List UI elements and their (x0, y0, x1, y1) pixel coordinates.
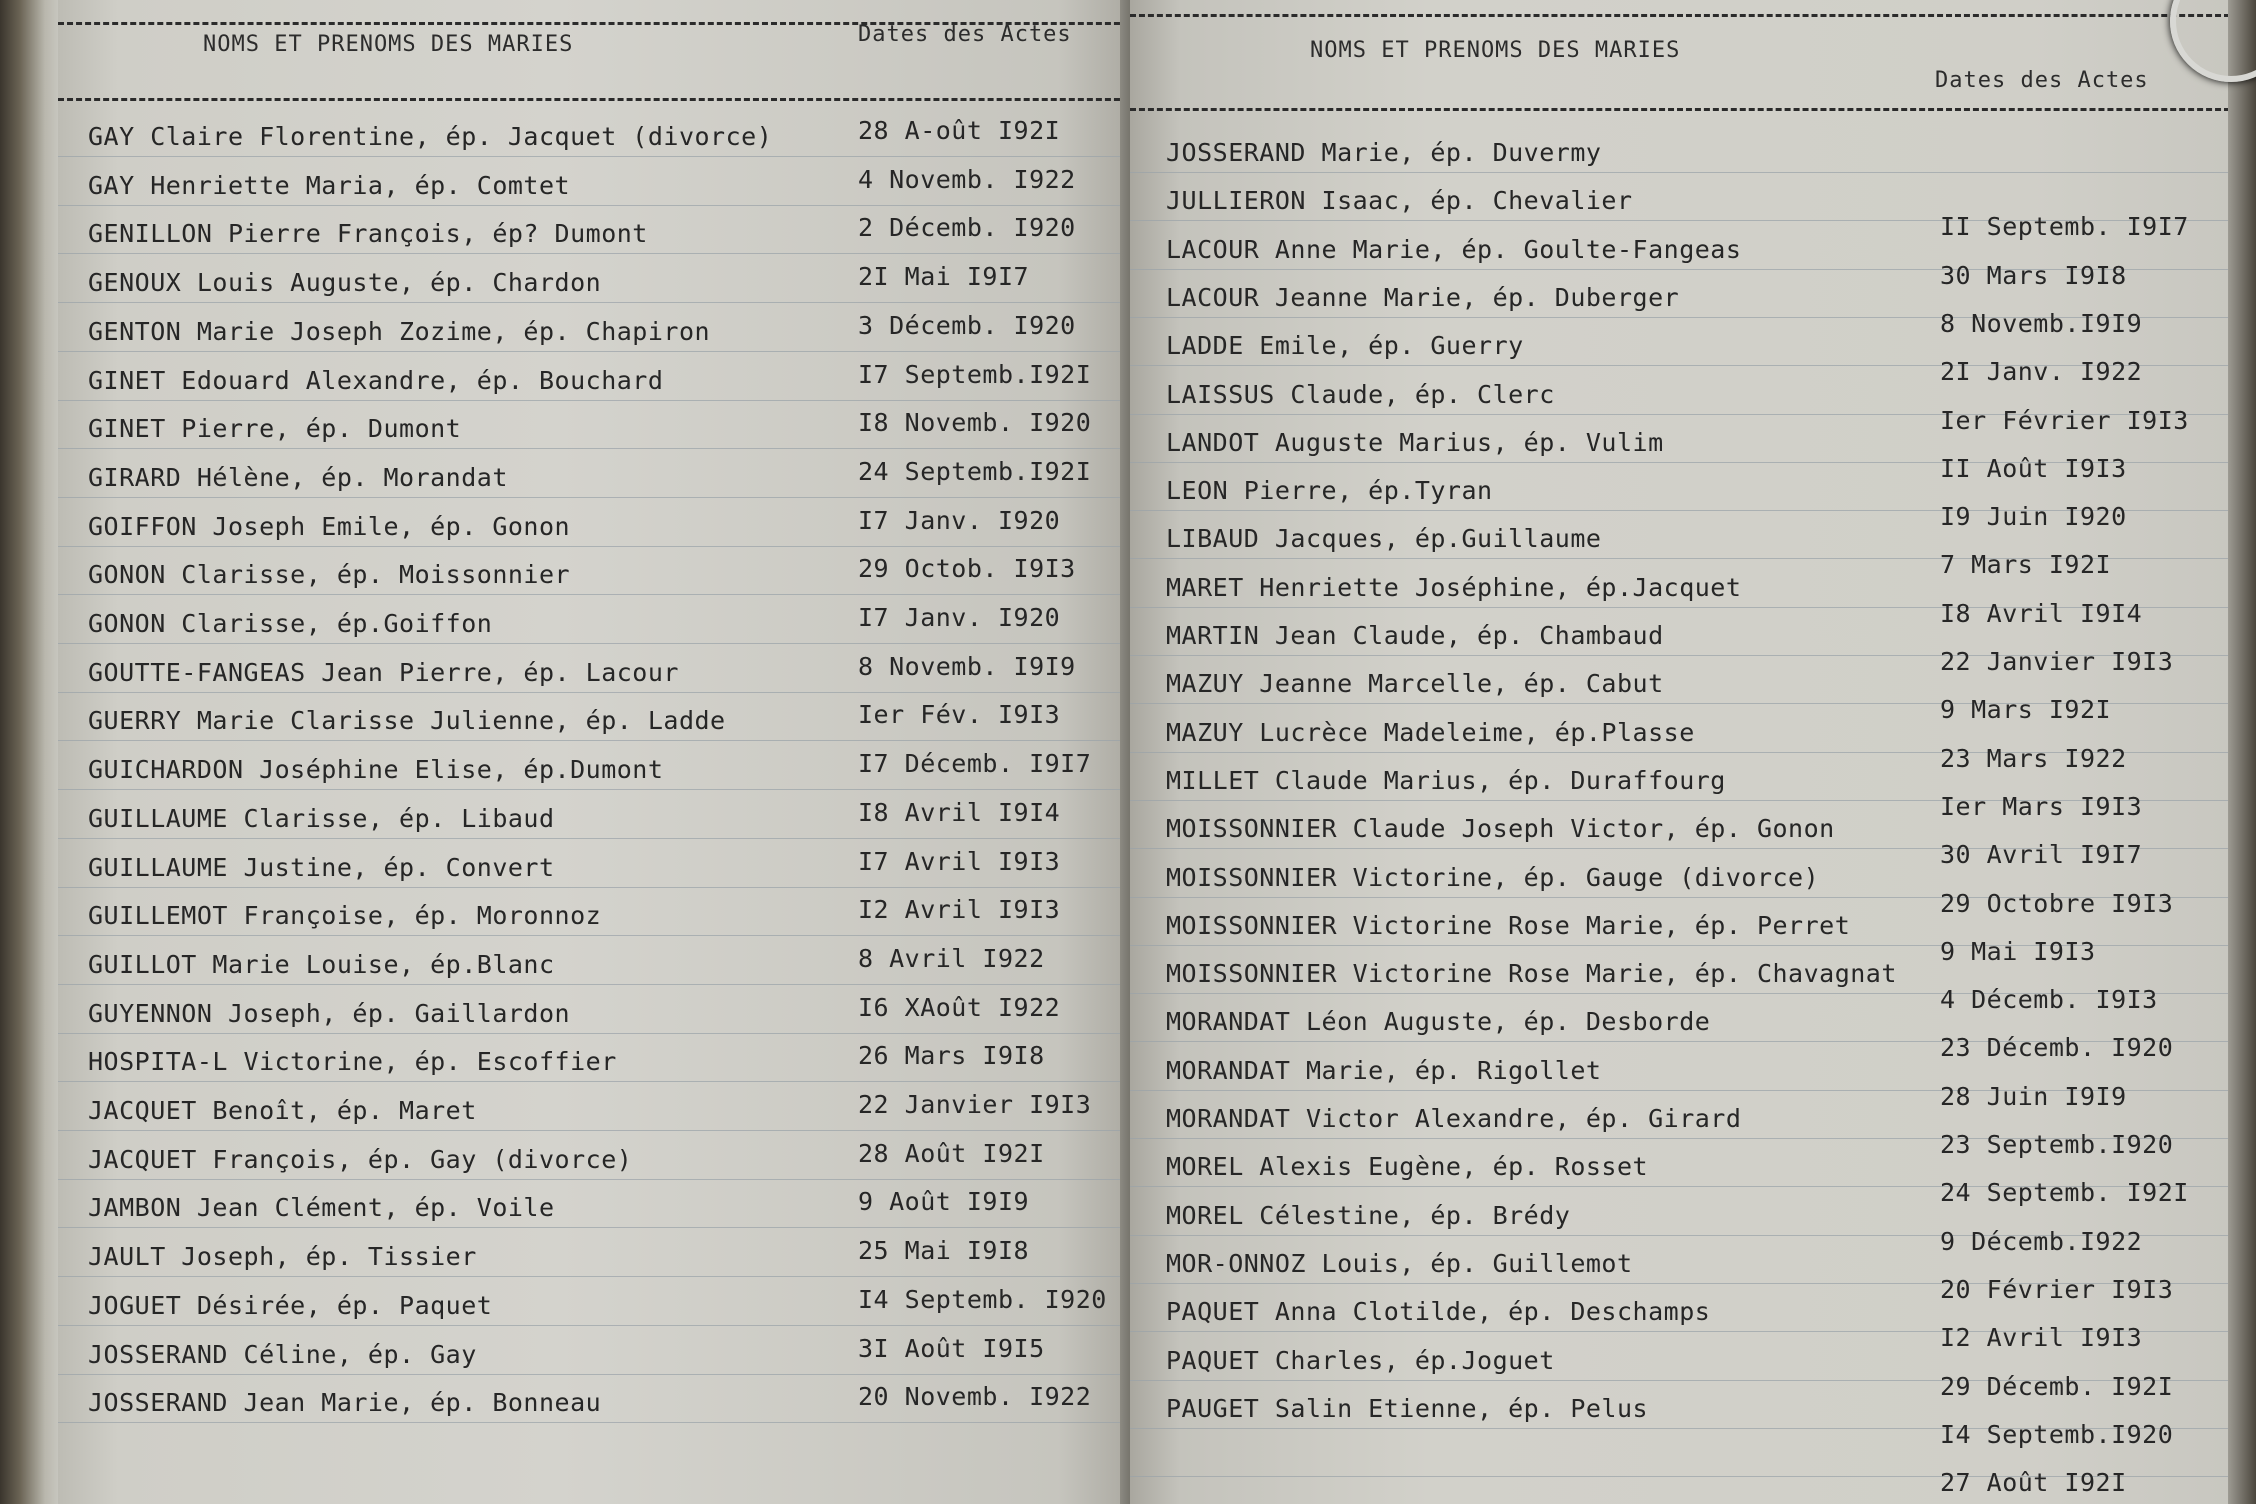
ruled-line (58, 497, 1138, 498)
entry-name: MOISSONNIER Claude Joseph Victor, ép. Gonon (1166, 814, 1835, 844)
entry-date: 23 Septemb.I920 (1940, 1130, 2174, 1159)
entry-name: GIRARD Hélène, ép. Morandat (88, 462, 508, 492)
entry-date: 9 Mai I9I3 (1940, 936, 2096, 966)
entry-date: 2I Janv. I922 (1940, 357, 2143, 387)
ruled-line (58, 1130, 1138, 1131)
entry-date: 9 Décemb.I922 (1940, 1226, 2143, 1256)
ruled-line (58, 400, 1138, 401)
entry-date: I2 Avril I9I3 (858, 895, 1061, 925)
entry-date: 20 Novemb. I922 (858, 1382, 1092, 1412)
right-header-dates: Dates des Actes (1935, 68, 2149, 93)
ruled-line (58, 302, 1138, 303)
entry-name: GINET Pierre, ép. Dumont (88, 414, 462, 444)
entry-date: 29 Octob. I9I3 (858, 554, 1076, 584)
entry-name: MOR-ONNOZ Louis, ép. Guillemot (1166, 1248, 1633, 1278)
right-page (1130, 0, 2230, 1504)
entry-name: MILLET Claude Marius, ép. Duraffourg (1166, 765, 1726, 795)
entry-date: 7 Mars I92I (1940, 550, 2112, 580)
entry-date: I4 Septemb. I920 (858, 1284, 1107, 1314)
ruled-line (58, 1179, 1138, 1180)
ruled-line (58, 692, 1138, 693)
entry-date: 28 Août I92I (858, 1138, 1045, 1168)
entry-date: 2I Mai I9I7 (858, 262, 1030, 292)
entry-name: PAUGET Salin Etienne, ép. Pelus (1166, 1393, 1649, 1423)
entry-date: II Août I9I3 (1940, 453, 2127, 483)
entry-date: 9 Août I9I9 (858, 1187, 1030, 1217)
entry-name: GUERRY Marie Clarisse Julienne, ép. Ladde (88, 706, 726, 736)
ruled-line (58, 205, 1138, 206)
entry-date: 22 Janvier I9I3 (1940, 647, 2174, 676)
entry-name: GUYENNON Joseph, ép. Gaillardon (88, 998, 571, 1028)
entry-date: 4 Novemb. I922 (858, 164, 1076, 194)
ruled-line (58, 1227, 1138, 1228)
entry-date: Ier Février I9I3 (1940, 405, 2189, 435)
entry-date: I7 Septemb.I92I (858, 359, 1092, 389)
entry-name: JAULT Joseph, ép. Tissier (88, 1242, 477, 1272)
entry-name: GONON Clarisse, ép.Goiffon (88, 609, 493, 638)
entry-date: 3 Décemb. I920 (858, 310, 1076, 340)
entry-name: JAMBON Jean Clément, ép. Voile (88, 1193, 555, 1223)
entry-date: II Septemb. I9I7 (1940, 212, 2189, 242)
ruled-line (58, 448, 1138, 449)
entry-name: MORANDAT Marie, ép. Rigollet (1166, 1055, 1602, 1085)
entry-date: 23 Mars I922 (1940, 743, 2127, 773)
ruled-line (58, 935, 1138, 936)
entry-date: I8 Avril I9I4 (1940, 598, 2143, 628)
entry-date: I7 Décemb. I9I7 (858, 749, 1092, 779)
entry-date: 28 Juin I9I9 (1940, 1081, 2127, 1111)
entry-date: 30 Avril I9I7 (1940, 840, 2143, 870)
entry-name: JACQUET Benoît, ép. Maret (88, 1096, 477, 1125)
entry-date: I4 Septemb.I920 (1940, 1419, 2174, 1449)
entry-date: 9 Mars I92I (1940, 695, 2112, 725)
entry-date: Ier Fév. I9I3 (858, 700, 1061, 730)
entry-name: JOSSERAND Marie, ép. Duvermy (1166, 138, 1602, 167)
entry-name: LEON Pierre, ép.Tyran (1166, 476, 1493, 506)
entry-date: I2 Avril I9I3 (1940, 1323, 2143, 1353)
ruled-line (58, 594, 1138, 595)
entry-name: MOREL Célestine, ép. Brédy (1166, 1200, 1571, 1230)
entry-name: GOUTTE-FANGEAS Jean Pierre, ép. Lacour (88, 657, 679, 687)
entry-name: GUILLEMOT Françoise, ép. Moronnoz (88, 901, 602, 931)
entry-name: LACOUR Anne Marie, ép. Goulte-Fangeas (1166, 234, 1742, 264)
entry-date: 3I Août I9I5 (858, 1333, 1045, 1363)
ruled-line (58, 156, 1138, 157)
entry-name: MOISSONNIER Victorine Rose Marie, ép. Perret (1166, 910, 1851, 940)
ruled-line (58, 253, 1138, 254)
entry-date: 25 Mai I9I8 (858, 1236, 1030, 1266)
entry-name: GUICHARDON Joséphine Elise, ép.Dumont (88, 755, 664, 785)
top-dashed-rule (1130, 14, 2230, 17)
entry-name: JACQUET François, ép. Gay (divorce) (88, 1144, 633, 1174)
entry-date: 2 Décemb. I920 (858, 213, 1076, 243)
left-header-names: NOMS ET PRENOMS DES MARIES (203, 32, 574, 57)
entry-name: LANDOT Auguste Marius, ép. Vulim (1166, 427, 1664, 457)
entry-name: HOSPITA-L Victorine, ép. Escoffier (88, 1047, 617, 1077)
entry-name: MOISSONNIER Victorine Rose Marie, ép. Chavagnat (1166, 959, 1897, 989)
entry-name: LACOUR Jeanne Marie, ép. Duberger (1166, 282, 1680, 312)
entry-date: 30 Mars I9I8 (1940, 260, 2127, 290)
entry-name: PAQUET Charles, ép.Joguet (1166, 1345, 1555, 1375)
entry-name: GUILLAUME Justine, ép. Convert (88, 852, 555, 882)
entry-date: 29 Octobre I9I3 (1940, 888, 2174, 918)
entry-date: I9 Juin I920 (1940, 502, 2127, 532)
entry-date: 23 Décemb. I920 (1940, 1033, 2174, 1063)
entry-name: GONON Clarisse, ép. Moissonnier (88, 560, 571, 590)
entry-name: GUILLAUME Clarisse, ép. Libaud (88, 803, 555, 833)
entry-date: I8 Avril I9I4 (858, 797, 1061, 827)
header-dashed-rule (1130, 108, 2230, 111)
entry-date: 22 Janvier I9I3 (858, 1090, 1092, 1119)
ruled-line (58, 887, 1138, 888)
ruled-line (58, 643, 1138, 644)
entry-name: JOSSERAND Jean Marie, ép. Bonneau (88, 1388, 602, 1418)
ruled-line (58, 1325, 1138, 1326)
entry-name: MOREL Alexis Eugène, ép. Rosset (1166, 1152, 1649, 1182)
entry-date: Ier Mars I9I3 (1940, 791, 2143, 821)
entry-date: 8 Novemb.I9I9 (1940, 308, 2143, 338)
book-edge (2228, 0, 2256, 1504)
entry-name: GENTON Marie Joseph Zozime, ép. Chapiron (88, 316, 711, 346)
ruled-line (58, 740, 1138, 741)
entry-date: 20 Février I9I3 (1940, 1274, 2174, 1304)
entry-name: GENOUX Louis Auguste, ép. Chardon (88, 268, 602, 298)
entry-date: I7 Avril I9I3 (858, 846, 1061, 876)
entry-date: 28 A-oût I92I (858, 116, 1061, 145)
ruled-line (58, 838, 1138, 839)
entry-date: 24 Septemb.I92I (858, 456, 1092, 486)
ruled-line (58, 1422, 1138, 1423)
entry-date: 27 Août I92I (1940, 1468, 2127, 1498)
ruled-line (58, 1374, 1138, 1375)
entry-name: MORANDAT Victor Alexandre, ép. Girard (1166, 1104, 1742, 1133)
entry-date: 4 Décemb. I9I3 (1940, 985, 2158, 1015)
ruled-line (58, 984, 1138, 985)
ruled-line (58, 789, 1138, 790)
entry-name: GENILLON Pierre François, ép? Dumont (88, 219, 648, 249)
entry-name: MAZUY Lucrèce Madeleime, ép.Plasse (1166, 717, 1695, 747)
entry-name: MARET Henriette Joséphine, ép.Jacquet (1166, 572, 1742, 602)
entry-date: I6 XAoût I922 (858, 992, 1061, 1022)
entry-name: LADDE Emile, ép. Guerry (1166, 331, 1524, 361)
entry-name: PAQUET Anna Clotilde, ép. Deschamps (1166, 1297, 1711, 1327)
ruled-line (58, 351, 1138, 352)
entry-name: GAY Henriette Maria, ép. Comtet (88, 170, 571, 200)
entry-name: JULLIERON Isaac, ép. Chevalier (1166, 186, 1633, 216)
entry-name: LIBAUD Jacques, ép.Guillaume (1166, 524, 1602, 554)
ruled-line (58, 1276, 1138, 1277)
entry-name: MAZUY Jeanne Marcelle, ép. Cabut (1166, 669, 1664, 699)
entry-name: GUILLOT Marie Louise, ép.Blanc (88, 949, 555, 979)
ruled-line (58, 1033, 1138, 1034)
header-dashed-rule (58, 98, 1138, 101)
left-header-dates: Dates des Actes (858, 22, 1072, 47)
entry-date: I7 Janv. I920 (858, 505, 1061, 535)
entry-date: 8 Novemb. I9I9 (858, 651, 1076, 681)
entry-name: JOSSERAND Céline, ép. Gay (88, 1339, 477, 1369)
entry-name: MOISSONNIER Victorine, ép. Gauge (divorce) (1166, 862, 1820, 892)
entry-name: GAY Claire Florentine, ép. Jacquet (divorce) (88, 122, 773, 151)
entry-name: MORANDAT Léon Auguste, ép. Desborde (1166, 1007, 1711, 1037)
entry-name: LAISSUS Claude, ép. Clerc (1166, 379, 1555, 409)
entry-date: 24 Septemb. I92I (1940, 1178, 2189, 1208)
entry-name: MARTIN Jean Claude, ép. Chambaud (1166, 621, 1664, 650)
ruled-line (58, 546, 1138, 547)
entry-date: I8 Novemb. I920 (858, 408, 1092, 438)
entry-date: 26 Mars I9I8 (858, 1041, 1045, 1071)
ruled-line (1130, 172, 2230, 173)
left-page (58, 0, 1138, 1504)
entry-name: GOIFFON Joseph Emile, ép. Gonon (88, 511, 571, 541)
entry-date: 29 Décemb. I92I (1940, 1371, 2174, 1401)
entry-date: I7 Janv. I920 (858, 603, 1061, 632)
entry-name: JOGUET Désirée, ép. Paquet (88, 1290, 493, 1320)
right-header-names: NOMS ET PRENOMS DES MARIES (1310, 38, 1681, 63)
entry-name: GINET Edouard Alexandre, ép. Bouchard (88, 365, 664, 395)
ruled-line (58, 1081, 1138, 1082)
entry-date: 8 Avril I922 (858, 943, 1045, 973)
